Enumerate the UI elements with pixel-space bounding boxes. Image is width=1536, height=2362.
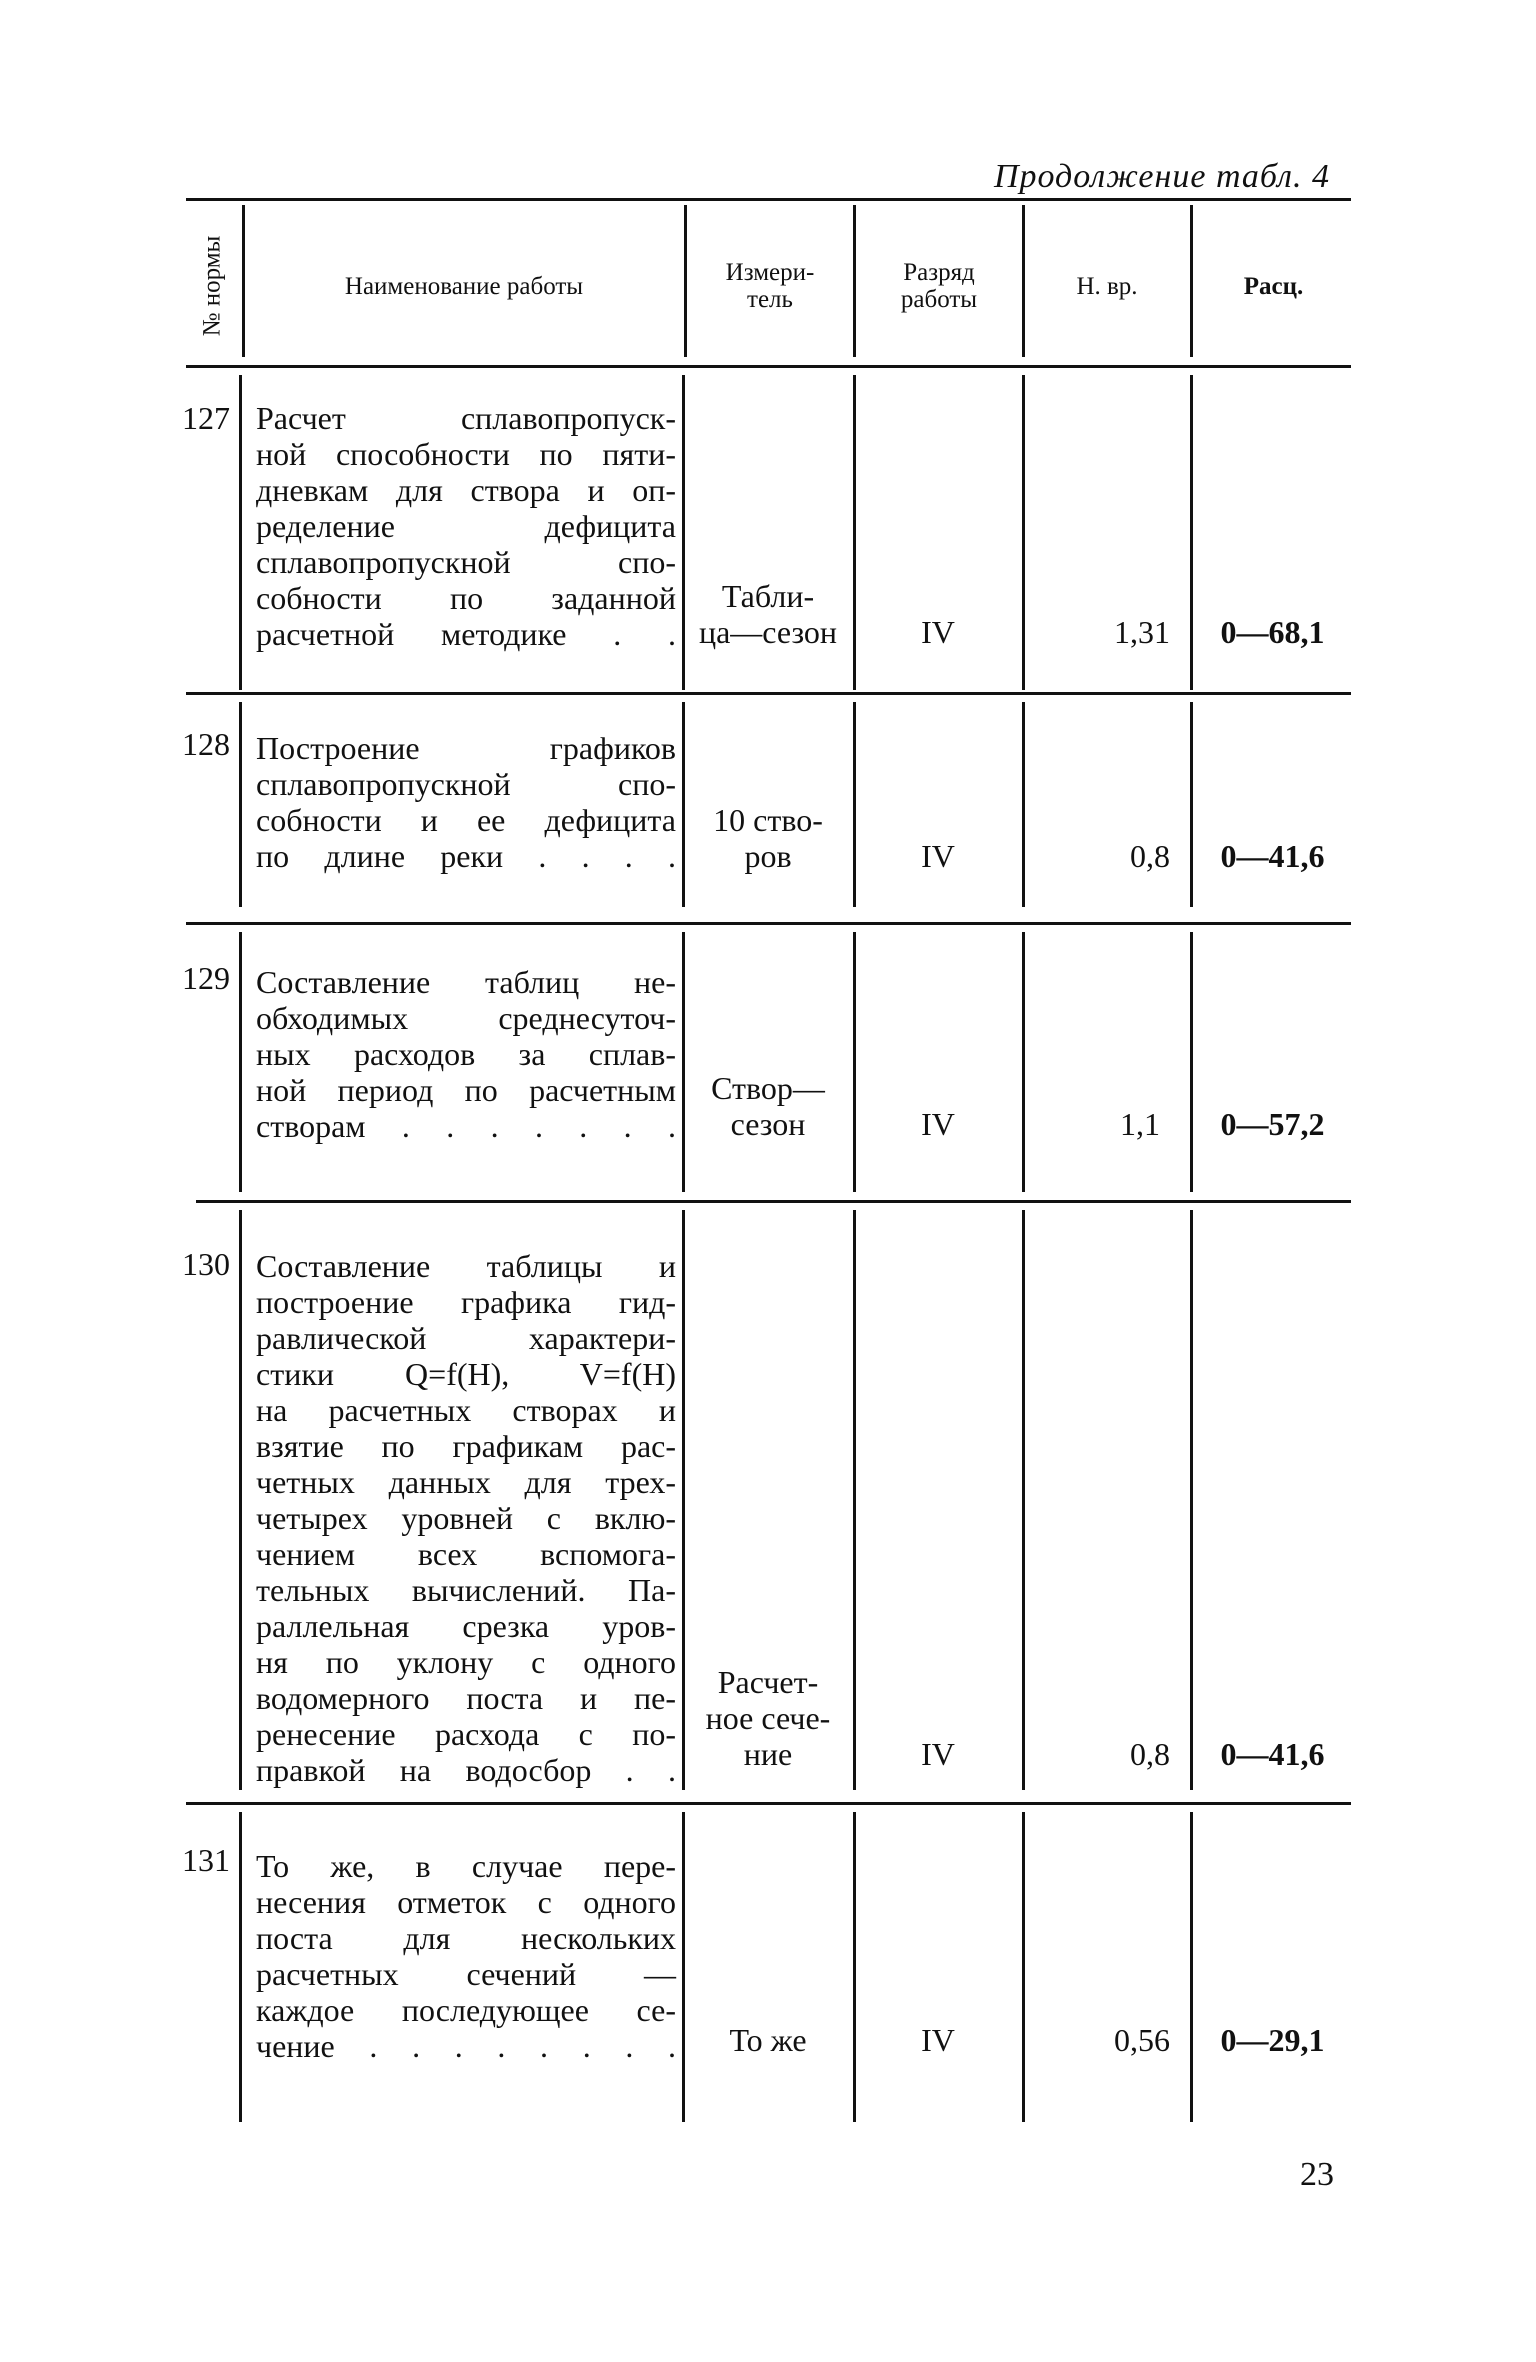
row-unit: Табли- ца—сезон: [698, 578, 838, 650]
header-number: № нормы: [198, 235, 226, 337]
row-divider: [853, 1210, 856, 1790]
header-grade: Разряд работы: [900, 259, 978, 313]
row-divider: [239, 1210, 242, 1790]
row-number: 128: [182, 726, 230, 762]
row-divider: [1190, 932, 1193, 1192]
row-time: 1,1: [1120, 1106, 1160, 1142]
row-number: 127: [182, 400, 230, 436]
header-price: Расц.: [1243, 272, 1304, 300]
table-top-rule: [186, 198, 1351, 201]
row-grade: IV: [921, 838, 955, 874]
row-time: 0,8: [1130, 1736, 1170, 1772]
row-price: 0—29,1: [1220, 2022, 1325, 2058]
header-divider: [1022, 205, 1025, 357]
header-name: Наименование работы: [344, 272, 584, 300]
row-name: Составление таблиц не- обходимых среднесуточ- ных расходов за сплав- ной период по расчетным створам . . . . . . .: [256, 964, 676, 1144]
row-grade: IV: [921, 1106, 955, 1142]
row-divider: [1022, 1210, 1025, 1790]
row-divider: [1190, 1210, 1193, 1790]
row-name: То же, в случае пере- несения отметок с одного поста для нескольких расчетных сечений — каждое последующее се- чение . . . . . . . .: [256, 1848, 676, 2064]
row-divider: [1190, 375, 1193, 690]
page-number: 23: [1300, 2156, 1334, 2193]
row-divider: [682, 1812, 685, 2122]
row-number: 131: [182, 1842, 230, 1878]
header-divider: [853, 205, 856, 357]
row-divider: [682, 932, 685, 1192]
row-unit: 10 ство- ров: [713, 802, 823, 874]
row-separator: [186, 692, 1351, 695]
row-number: 130: [182, 1246, 230, 1282]
row-divider: [1190, 1812, 1193, 2122]
table-caption: Продолжение табл. 4: [993, 158, 1330, 195]
row-divider: [853, 932, 856, 1192]
row-price: 0—41,6: [1220, 1736, 1325, 1772]
row-price: 0—41,6: [1220, 838, 1325, 874]
row-grade: IV: [921, 2022, 955, 2058]
row-price: 0—68,1: [1220, 614, 1325, 650]
row-separator: [186, 922, 1351, 925]
row-divider: [1022, 932, 1025, 1192]
row-divider: [1190, 702, 1193, 907]
header-divider: [242, 205, 245, 357]
row-time: 1,31: [1114, 614, 1170, 650]
header-divider: [1190, 205, 1193, 357]
row-divider: [1022, 702, 1025, 907]
row-unit: Расчет- ное сече- ние: [705, 1664, 831, 1772]
row-divider: [853, 702, 856, 907]
header-divider: [684, 205, 687, 357]
row-price: 0—57,2: [1220, 1106, 1325, 1142]
row-unit: То же: [729, 2022, 807, 2058]
row-time: 0,56: [1114, 2022, 1170, 2058]
row-grade: IV: [921, 614, 955, 650]
row-name: Расчет сплавопропуск- ной способности по пяти- дневкам для створа и оп- ределение дефицита сплавопропускной спо- собности по заданной расчетной методике . .: [256, 400, 676, 652]
row-number: 129: [182, 960, 230, 996]
row-divider: [1022, 1812, 1025, 2122]
row-separator: [196, 1200, 1351, 1203]
row-name: Составление таблицы и построение графика гид- равлической характери- стики Q=f(H), V=f(H) на расчетных створах и взятие по графикам рас- четных данных для трех- четырех уровней с вклю- чением всех вспомога- тельных вычислений. Па- раллельная срезка уров- ня по уклону с одного водомерного поста и пе- ренесение расхода с по- правкой на водосбор . .: [256, 1248, 676, 1788]
header-time: Н. вр.: [1076, 272, 1138, 300]
row-unit: Створ— сезон: [711, 1070, 825, 1142]
row-grade: IV: [921, 1736, 955, 1772]
row-separator: [186, 1802, 1351, 1805]
header-bottom-rule: [186, 365, 1351, 368]
row-divider: [853, 1812, 856, 2122]
row-time: 0,8: [1130, 838, 1170, 874]
row-name: Построение графиков сплавопропускной спо- собности и ее дефицита по длине реки . . . .: [256, 730, 676, 874]
header-unit: Измери- тель: [725, 259, 815, 313]
